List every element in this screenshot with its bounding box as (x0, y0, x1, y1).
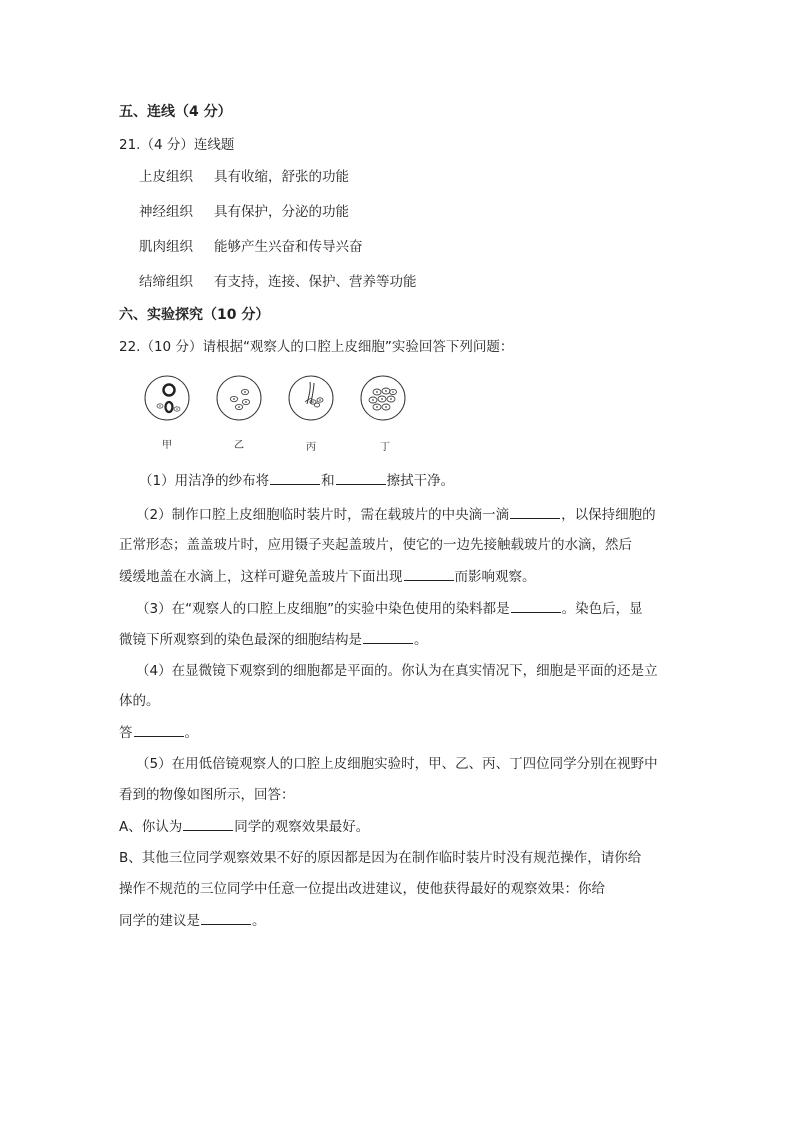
subquestion-3-line-2: 微镜下所观察到的染色最深的细胞结构是 。 (119, 629, 428, 650)
subquestion-2-line-2: 正常形态；盖盖玻片时，应用镊子夹起盖玻片，使它的一边先接触载玻片的水滴，然后 (119, 537, 632, 553)
subquestion-5-line-2: 看到的物像如图所示，回答： (119, 787, 295, 803)
subquestion-5-part-a: A、你认为 同学的观察效果最好。 (119, 816, 369, 837)
microscope-view-bing (287, 374, 335, 422)
figure-label-bing: 丙 (306, 442, 316, 453)
figure-label-jia: 甲 (162, 440, 172, 451)
answer-blank[interactable] (363, 629, 413, 644)
tissue-function: 能够产生兴奋和传导兴奋 (214, 239, 363, 255)
tissue-name: 上皮组织 (139, 169, 193, 185)
question-21-stem: 21.（4 分）连线题 (119, 137, 235, 153)
answer-blank[interactable] (511, 598, 561, 613)
answer-blank[interactable] (510, 504, 560, 519)
question-22-stem: 22.（10 分）请根据“观察人的口腔上皮细胞”实验回答下列问题： (119, 339, 514, 355)
answer-blank[interactable] (404, 566, 454, 581)
tissue-function: 有支持，连接、保护、营养等功能 (214, 274, 417, 290)
subquestion-4-answer: 答 。 (119, 722, 198, 743)
tissue-name: 肌肉组织 (139, 239, 193, 255)
answer-blank[interactable] (183, 816, 233, 831)
figure-label-yi: 乙 (234, 440, 244, 451)
subquestion-5-part-b-line-3: 同学的建议是 。 (119, 910, 266, 931)
subquestion-5-part-b-line-1: B、其他三位同学观察效果不好的原因都是因为在制作临时装片时没有规范操作，请你给 (119, 850, 642, 866)
subquestion-3-line-1: （3）在“观察人的口腔上皮细胞”的实验中染色使用的染料都是 。染色后，显 (136, 598, 643, 619)
microscope-view-jia (143, 374, 191, 422)
subquestion-2-line-3: 缓缓地盖在水滴上，这样可避免盖玻片下面出现 而影响观察。 (119, 566, 536, 587)
figure-label-ding: 丁 (380, 442, 390, 453)
answer-blank[interactable] (201, 910, 251, 925)
subquestion-5-line-1: （5）在用低倍镜观察人的口腔上皮细胞实验时，甲、乙、丙、丁四位同学分别在视野中 (136, 756, 658, 772)
section-5-heading: 五、连线（4 分） (119, 104, 232, 120)
answer-blank[interactable] (134, 722, 184, 737)
tissue-function: 具有保护，分泌的功能 (214, 204, 349, 220)
microscope-view-yi (215, 374, 263, 422)
answer-blank[interactable] (270, 470, 320, 485)
subquestion-4-line-2: 体的。 (119, 693, 160, 709)
subquestion-4-line-1: （4）在显微镜下观察到的细胞都是平面的。你认为在真实情况下，细胞是平面的还是立 (136, 663, 658, 679)
subquestion-2-line-1: （2）制作口腔上皮细胞临时装片时，需在载玻片的中央滴一滴 ，以保持细胞的 (136, 504, 656, 525)
tissue-function: 具有收缩，舒张的功能 (214, 169, 349, 185)
subquestion-5-part-b-line-2: 操作不规范的三位同学中任意一位提出改进建议，使他获得最好的观察效果：你给 (119, 881, 605, 897)
section-6-heading: 六、实验探究（10 分） (119, 307, 270, 323)
tissue-name: 神经组织 (139, 204, 193, 220)
subquestion-1: （1）用洁净的纱布将 和 擦拭干净。 (139, 470, 454, 491)
microscope-view-ding (359, 374, 407, 422)
tissue-name: 结缔组织 (139, 274, 193, 290)
answer-blank[interactable] (336, 470, 386, 485)
